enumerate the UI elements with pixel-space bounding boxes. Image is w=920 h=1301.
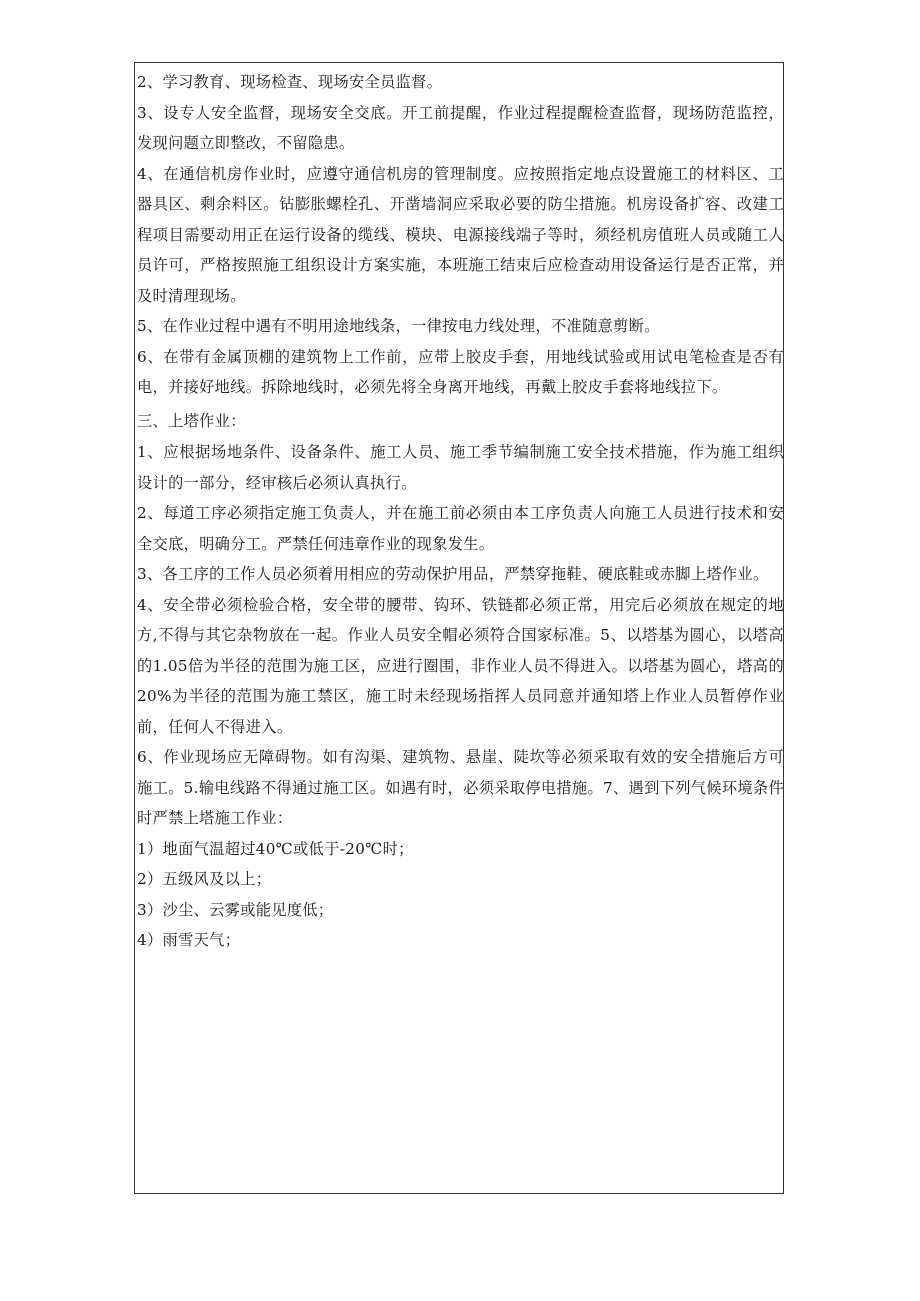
list-item-weather-wind: 2）五级风及以上； xyxy=(137,870,272,888)
paragraph-item-6-metal-roof: 6、在带有金属顶棚的建筑物上工作前，应带上胶皮手套，用地线试验或用试电笔检查是否有电，并接好地线。拆除地线时，必须先将全身离开地线，再戴上胶皮手套将地线拉下。 xyxy=(137,347,784,396)
section-heading-tower-work: 三、上塔作业： xyxy=(137,411,246,430)
list-item-weather-temperature: 1）地面气温超过40℃或低于-20℃时； xyxy=(137,839,414,858)
paragraph-item-4-machine-room: 4、在通信机房作业时，应遵守通信机房的管理制度。应按照指定地点设置施工的材料区、工器具区、剩余料区。钻膨胀螺栓孔、开凿墙洞应采取必要的防尘措施。机房设备扩容、改建工程项目需要动用正在运行设备的缆线、模块、电源接线端子等时，须经机房值班人员或随工人员许可，严格按照施工组织设计方案实施，本班施工结束后应检查动用设备运行是否正常，并及时清理现场。 xyxy=(137,164,784,305)
paragraph-tower-2-responsible: 2、每道工序必须指定施工负责人，并在施工前必须由本工序负责人向施工人员进行技术和安全交底，明确分工。严禁任何违章作业的现象发生。 xyxy=(137,504,784,553)
paragraph-tower-3-protective-gear: 3、各工序的工作人员必须着用相应的劳动保护用品，严禁穿拖鞋、硬底鞋或赤脚上塔作业。 xyxy=(137,565,769,583)
paragraph-item-5-ground-wire: 5、在作业过程中遇有不明用途地线条，一律按电力线处理，不准随意剪断。 xyxy=(137,317,660,335)
paragraph-item-3-supervision: 3、设专人安全监督，现场安全交底。开工前提醒，作业过程提醒检查监督，现场防范监控，发现问题立即整改，不留隐患。 xyxy=(137,103,784,152)
document-body xyxy=(137,67,784,956)
list-item-weather-rain-snow: 4）雨雪天气； xyxy=(137,931,241,949)
list-item-weather-visibility: 3）沙尘、云雾或能见度低； xyxy=(137,900,334,919)
paragraph-item-2-education: 2、学习教育、现场检查、现场安全员监督。 xyxy=(137,73,443,91)
paragraph-tower-1-measures: 1、应根据场地条件、设备条件、施工人员、施工季节编制施工安全技术措施，作为施工组织设计的一部分，经审核后必须认真执行。 xyxy=(137,443,784,492)
paragraph-tower-6-obstacles: 6、作业现场应无障碍物。如有沟渠、建筑物、悬崖、陡坎等必须采取有效的安全措施后方可施工。5.输电线路不得通过施工区。如遇有时，必须采取停电措施。7、遇到下列气候环境条件时严禁上塔施工作业： xyxy=(137,748,784,827)
paragraph-tower-4-safety-belt: 4、安全带必须检验合格，安全带的腰带、钩环、铁链都必须正常，用完后必须放在规定的地方,不得与其它杂物放在一起。作业人员安全帽必须符合国家标准。5、以塔基为圆心，以塔高的1.05倍为半径的范围为施工区，应进行圈围，非作业人员不得进入。以塔基为圆心，塔高的20%为半径的范围为施工禁区，施工时未经现场指挥人员同意并通知塔上作业人员暂停作业前，任何人不得进入。 xyxy=(137,595,784,736)
